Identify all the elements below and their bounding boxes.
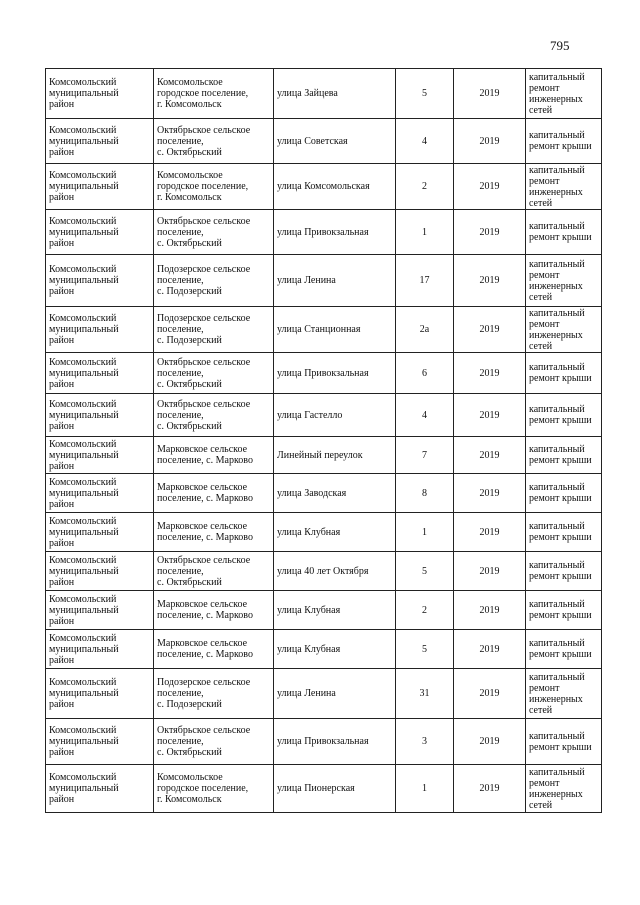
table-row	[46, 255, 602, 307]
settlement-cell-line: поселение, с. Марково	[157, 455, 253, 466]
settlement-cell-line: г. Комсомольск	[157, 794, 222, 805]
street-cell: улица Станционная	[274, 307, 396, 353]
work-type-cell	[526, 119, 602, 164]
street-cell: улица Привокзальная	[274, 719, 396, 765]
house-number-cell: 4	[396, 119, 454, 164]
work-type-cell-line: сетей	[529, 291, 553, 303]
settlement-cell	[154, 119, 274, 164]
settlement-cell-line: с. Октябрьский	[157, 146, 222, 158]
house-number-cell: 6	[396, 353, 454, 394]
settlement-cell-line: Марковское сельское	[157, 444, 248, 455]
street-cell: улица Комсомольская	[274, 164, 396, 210]
street-cell: улица Зайцева	[274, 69, 396, 119]
work-type-cell-line: ремонт крыши	[529, 741, 592, 753]
district-cell	[46, 437, 154, 474]
district-cell-line: Комсомольский	[49, 438, 117, 450]
work-type-cell	[526, 513, 602, 552]
settlement-cell-line: Октябрьское сельское	[157, 215, 251, 227]
year-cell: 2019	[454, 630, 526, 669]
house-number-cell: 4	[396, 394, 454, 437]
settlement-cell-line: с. Октябрьский	[157, 420, 222, 432]
settlement-cell-line: с. Октябрьский	[157, 378, 222, 390]
table-row	[46, 353, 602, 394]
table-row	[46, 669, 602, 719]
district-cell-line: район	[49, 498, 75, 510]
work-type-cell-line: сетей	[529, 340, 553, 352]
settlement-cell-line: с. Подозерский	[157, 699, 222, 710]
district-cell-line: район	[49, 576, 75, 588]
work-type-cell-line: капитальный	[529, 766, 585, 778]
district-cell-line: муниципальный	[49, 226, 119, 238]
settlement-cell-line: городское поселение,	[157, 88, 249, 99]
district-cell-line: Комсомольский	[49, 398, 117, 410]
district-cell-line: район	[49, 286, 75, 297]
district-cell	[46, 255, 154, 307]
settlement-cell	[154, 307, 274, 353]
year-cell: 2019	[454, 513, 526, 552]
settlement-cell-line: Комсомольское	[157, 77, 223, 88]
street-cell: улица Ленина	[274, 255, 396, 307]
settlement-cell-line: г. Комсомольск	[157, 192, 222, 203]
work-type-cell-line: капитальный	[529, 638, 585, 649]
work-type-cell-line: инженерных	[529, 186, 583, 198]
work-type-cell	[526, 353, 602, 394]
settlement-cell	[154, 719, 274, 765]
work-type-cell-line: ремонт крыши	[529, 415, 592, 426]
district-cell-line: Комсомольский	[49, 170, 117, 181]
district-cell-line: район	[49, 192, 75, 203]
settlement-cell	[154, 353, 274, 394]
work-type-cell-line: капитальный	[529, 221, 585, 232]
district-cell-line: район	[49, 335, 75, 346]
district-cell-line: муниципальный	[49, 275, 119, 286]
work-type-cell-line: ремонт	[529, 82, 560, 94]
table-row	[46, 69, 602, 119]
house-number-cell: 1	[396, 765, 454, 813]
settlement-cell-line: городское поселение,	[157, 783, 249, 794]
district-cell-line: район	[49, 654, 75, 666]
work-type-cell	[526, 765, 602, 813]
year-cell: 2019	[454, 719, 526, 765]
district-cell	[46, 69, 154, 119]
street-cell: Линейный переулок	[274, 437, 396, 474]
settlement-cell-line: Октябрьское сельское	[157, 398, 251, 410]
district-cell-line: муниципальный	[49, 783, 119, 794]
settlement-cell-line: Марковское сельское	[157, 482, 248, 493]
street-cell: улица Клубная	[274, 513, 396, 552]
work-type-cell-line: ремонт	[529, 777, 560, 789]
work-type-cell-line: капитальный	[529, 130, 585, 141]
district-cell	[46, 164, 154, 210]
district-cell-line: Комсомольский	[49, 124, 117, 136]
district-cell-line: район	[49, 237, 75, 249]
district-cell	[46, 552, 154, 591]
house-number-cell: 8	[396, 474, 454, 513]
settlement-cell	[154, 437, 274, 474]
district-cell	[46, 474, 154, 513]
work-type-cell-line: ремонт крыши	[529, 649, 592, 660]
district-cell-line: муниципальный	[49, 643, 119, 655]
table-row	[46, 394, 602, 437]
work-type-cell-line: капитальный	[529, 404, 585, 415]
street-cell: улица Привокзальная	[274, 210, 396, 255]
settlement-cell-line: Комсомольское	[157, 170, 223, 181]
work-type-cell-line: капитальный	[529, 482, 585, 493]
settlement-cell-line: Подозерское сельское	[157, 313, 251, 324]
district-cell-line: Комсомольский	[49, 264, 117, 275]
house-number-cell: 7	[396, 437, 454, 474]
work-type-cell-line: сетей	[529, 197, 553, 209]
year-cell: 2019	[454, 210, 526, 255]
settlement-cell-line: поселение, с. Марково	[157, 532, 253, 543]
district-cell	[46, 353, 154, 394]
district-cell	[46, 210, 154, 255]
street-cell: улица Ленина	[274, 669, 396, 719]
settlement-cell-line: г. Комсомольск	[157, 99, 222, 110]
table-row	[46, 591, 602, 630]
settlement-cell-line: поселение, с. Марково	[157, 610, 253, 621]
settlement-cell-line: поселение,	[157, 324, 204, 335]
settlement-cell-line: Подозерское сельское	[157, 264, 251, 275]
district-cell	[46, 119, 154, 164]
work-type-cell-line: капитальный	[529, 599, 585, 610]
table-row	[46, 437, 602, 474]
house-number-cell: 2	[396, 591, 454, 630]
district-cell-line: муниципальный	[49, 487, 119, 499]
district-cell	[46, 307, 154, 353]
year-cell: 2019	[454, 307, 526, 353]
district-cell	[46, 394, 154, 437]
work-type-cell-line: ремонт крыши	[529, 532, 592, 543]
district-cell	[46, 630, 154, 669]
work-type-cell-line: капитальный	[529, 521, 585, 532]
settlement-cell-line: с. Подозерский	[157, 335, 222, 346]
table-row	[46, 630, 602, 669]
settlement-cell	[154, 552, 274, 591]
table-row	[46, 474, 602, 513]
work-type-cell	[526, 552, 602, 591]
district-cell-line: Комсомольский	[49, 632, 117, 644]
settlement-cell-line: поселение,	[157, 226, 204, 238]
table-row	[46, 307, 602, 353]
street-cell: улица Заводская	[274, 474, 396, 513]
district-cell-line: Комсомольский	[49, 593, 117, 605]
settlement-cell-line: поселение,	[157, 688, 204, 699]
table-row	[46, 513, 602, 552]
district-cell-line: район	[49, 537, 75, 549]
district-cell-line: муниципальный	[49, 449, 119, 461]
settlement-cell-line: поселение,	[157, 135, 204, 147]
house-number-cell: 3	[396, 719, 454, 765]
settlement-cell-line: поселение,	[157, 275, 204, 286]
work-type-cell-line: инженерных	[529, 93, 583, 105]
work-type-cell-line: ремонт крыши	[529, 455, 592, 466]
work-type-cell	[526, 255, 602, 307]
work-type-cell-line: ремонт крыши	[529, 141, 592, 152]
district-cell-line: район	[49, 460, 75, 472]
settlement-cell-line: Октябрьское сельское	[157, 124, 251, 136]
house-number-cell: 5	[396, 552, 454, 591]
street-cell: улица Клубная	[274, 630, 396, 669]
work-type-cell-line: ремонт крыши	[529, 610, 592, 621]
settlement-cell	[154, 255, 274, 307]
house-number-cell: 1	[396, 210, 454, 255]
district-cell-line: Комсомольский	[49, 476, 117, 488]
settlement-cell-line: поселение, с. Марково	[157, 649, 253, 660]
settlement-cell-line: с. Октябрьский	[157, 576, 222, 588]
table-body	[46, 69, 602, 813]
district-cell	[46, 669, 154, 719]
district-cell-line: Комсомольский	[49, 356, 117, 368]
street-cell: улица Гастелло	[274, 394, 396, 437]
house-number-cell: 2а	[396, 307, 454, 353]
district-cell-line: район	[49, 146, 75, 158]
settlement-cell	[154, 765, 274, 813]
district-cell-line: муниципальный	[49, 526, 119, 538]
district-cell-line: муниципальный	[49, 604, 119, 616]
district-cell-line: район	[49, 747, 75, 758]
district-cell-line: Комсомольский	[49, 772, 117, 783]
work-type-cell-line: ремонт	[529, 318, 560, 330]
table-row	[46, 210, 602, 255]
street-cell: улица Привокзальная	[274, 353, 396, 394]
house-number-cell: 31	[396, 669, 454, 719]
work-type-cell-line: капитальный	[529, 258, 585, 270]
table-row	[46, 719, 602, 765]
settlement-cell-line: поселение,	[157, 409, 204, 421]
district-cell-line: Комсомольский	[49, 515, 117, 527]
settlement-cell-line: Октябрьское сельское	[157, 725, 251, 736]
work-type-cell-line: капитальный	[529, 444, 585, 455]
work-type-cell-line: инженерных	[529, 788, 583, 800]
settlement-cell-line: поселение, с. Марково	[157, 493, 253, 504]
year-cell: 2019	[454, 353, 526, 394]
year-cell: 2019	[454, 164, 526, 210]
table-row	[46, 119, 602, 164]
table-row	[46, 765, 602, 813]
house-number-cell: 17	[396, 255, 454, 307]
house-number-cell: 5	[396, 69, 454, 119]
work-type-cell-line: капитальный	[529, 671, 585, 683]
district-cell	[46, 765, 154, 813]
house-number-cell: 2	[396, 164, 454, 210]
work-type-cell	[526, 474, 602, 513]
work-type-cell-line: инженерных	[529, 280, 583, 292]
year-cell: 2019	[454, 394, 526, 437]
work-type-cell	[526, 719, 602, 765]
district-cell	[46, 513, 154, 552]
work-type-cell	[526, 394, 602, 437]
settlement-cell-line: Марковское сельское	[157, 599, 248, 610]
district-cell-line: Комсомольский	[49, 215, 117, 227]
house-number-cell: 1	[396, 513, 454, 552]
work-type-cell-line: сетей	[529, 104, 553, 116]
district-cell-line: район	[49, 99, 75, 110]
street-cell: улица 40 лет Октября	[274, 552, 396, 591]
district-cell-line: Комсомольский	[49, 554, 117, 566]
district-cell-line: муниципальный	[49, 324, 119, 335]
work-type-cell-line: ремонт	[529, 269, 560, 281]
district-cell-line: Комсомольский	[49, 725, 117, 736]
district-cell-line: район	[49, 378, 75, 390]
district-cell-line: муниципальный	[49, 736, 119, 747]
work-type-cell	[526, 591, 602, 630]
settlement-cell-line: с. Октябрьский	[157, 237, 222, 249]
page-number: 795	[550, 38, 570, 53]
year-cell: 2019	[454, 437, 526, 474]
work-type-cell-line: инженерных	[529, 329, 583, 341]
work-type-cell-line: ремонт крыши	[529, 232, 592, 243]
district-cell-line: муниципальный	[49, 88, 119, 99]
work-type-cell	[526, 437, 602, 474]
year-cell: 2019	[454, 591, 526, 630]
settlement-cell-line: поселение,	[157, 367, 204, 379]
district-cell	[46, 719, 154, 765]
settlement-cell	[154, 474, 274, 513]
settlement-cell-line: Комсомольское	[157, 772, 223, 783]
work-type-cell-line: ремонт крыши	[529, 571, 592, 582]
work-type-cell	[526, 210, 602, 255]
district-cell-line: Комсомольский	[49, 677, 117, 688]
district-cell-line: Комсомольский	[49, 313, 117, 324]
settlement-cell-line: Октябрьское сельское	[157, 554, 251, 566]
work-type-cell	[526, 164, 602, 210]
settlement-cell-line: с. Октябрьский	[157, 747, 222, 758]
work-type-cell-line: ремонт крыши	[529, 373, 592, 384]
settlement-cell	[154, 164, 274, 210]
district-cell-line: муниципальный	[49, 367, 119, 379]
settlement-cell	[154, 591, 274, 630]
settlement-cell	[154, 394, 274, 437]
district-cell	[46, 591, 154, 630]
district-cell-line: муниципальный	[49, 688, 119, 699]
settlement-cell	[154, 669, 274, 719]
house-number-cell: 5	[396, 630, 454, 669]
settlement-cell	[154, 69, 274, 119]
settlement-cell	[154, 210, 274, 255]
district-cell-line: Комсомольский	[49, 77, 117, 88]
work-type-cell-line: ремонт крыши	[529, 493, 592, 504]
settlement-cell-line: Октябрьское сельское	[157, 356, 251, 368]
work-type-cell-line: ремонт	[529, 175, 560, 187]
work-type-cell-line: инженерных	[529, 693, 583, 705]
street-cell: улица Советская	[274, 119, 396, 164]
work-type-cell-line: ремонт	[529, 682, 560, 694]
year-cell: 2019	[454, 765, 526, 813]
settlement-cell-line: поселение,	[157, 565, 204, 577]
settlement-cell-line: Марковское сельское	[157, 638, 248, 649]
settlement-cell	[154, 630, 274, 669]
year-cell: 2019	[454, 474, 526, 513]
work-type-cell	[526, 630, 602, 669]
work-type-cell	[526, 69, 602, 119]
district-cell-line: муниципальный	[49, 409, 119, 421]
objects-table	[45, 68, 602, 813]
year-cell: 2019	[454, 119, 526, 164]
year-cell: 2019	[454, 69, 526, 119]
district-cell-line: район	[49, 420, 75, 432]
district-cell-line: район	[49, 615, 75, 627]
street-cell: улица Клубная	[274, 591, 396, 630]
street-cell: улица Пионерская	[274, 765, 396, 813]
district-cell-line: район	[49, 699, 75, 710]
work-type-cell	[526, 307, 602, 353]
settlement-cell-line: Марковское сельское	[157, 521, 248, 532]
year-cell: 2019	[454, 669, 526, 719]
work-type-cell-line: капитальный	[529, 307, 585, 319]
settlement-cell-line: с. Подозерский	[157, 286, 222, 297]
work-type-cell-line: капитальный	[529, 730, 585, 742]
table-row	[46, 164, 602, 210]
work-type-cell-line: капитальный	[529, 71, 585, 83]
settlement-cell-line: городское поселение,	[157, 181, 249, 192]
work-type-cell-line: сетей	[529, 799, 553, 811]
district-cell-line: муниципальный	[49, 135, 119, 147]
district-cell-line: муниципальный	[49, 565, 119, 577]
district-cell-line: муниципальный	[49, 181, 119, 192]
district-cell-line: район	[49, 794, 75, 805]
work-type-cell-line: капитальный	[529, 560, 585, 571]
work-type-cell-line: капитальный	[529, 362, 585, 373]
table-row	[46, 552, 602, 591]
settlement-cell-line: Подозерское сельское	[157, 677, 251, 688]
year-cell: 2019	[454, 255, 526, 307]
work-type-cell-line: капитальный	[529, 164, 585, 176]
work-type-cell	[526, 669, 602, 719]
year-cell: 2019	[454, 552, 526, 591]
settlement-cell-line: поселение,	[157, 736, 204, 747]
work-type-cell-line: сетей	[529, 704, 553, 716]
settlement-cell	[154, 513, 274, 552]
